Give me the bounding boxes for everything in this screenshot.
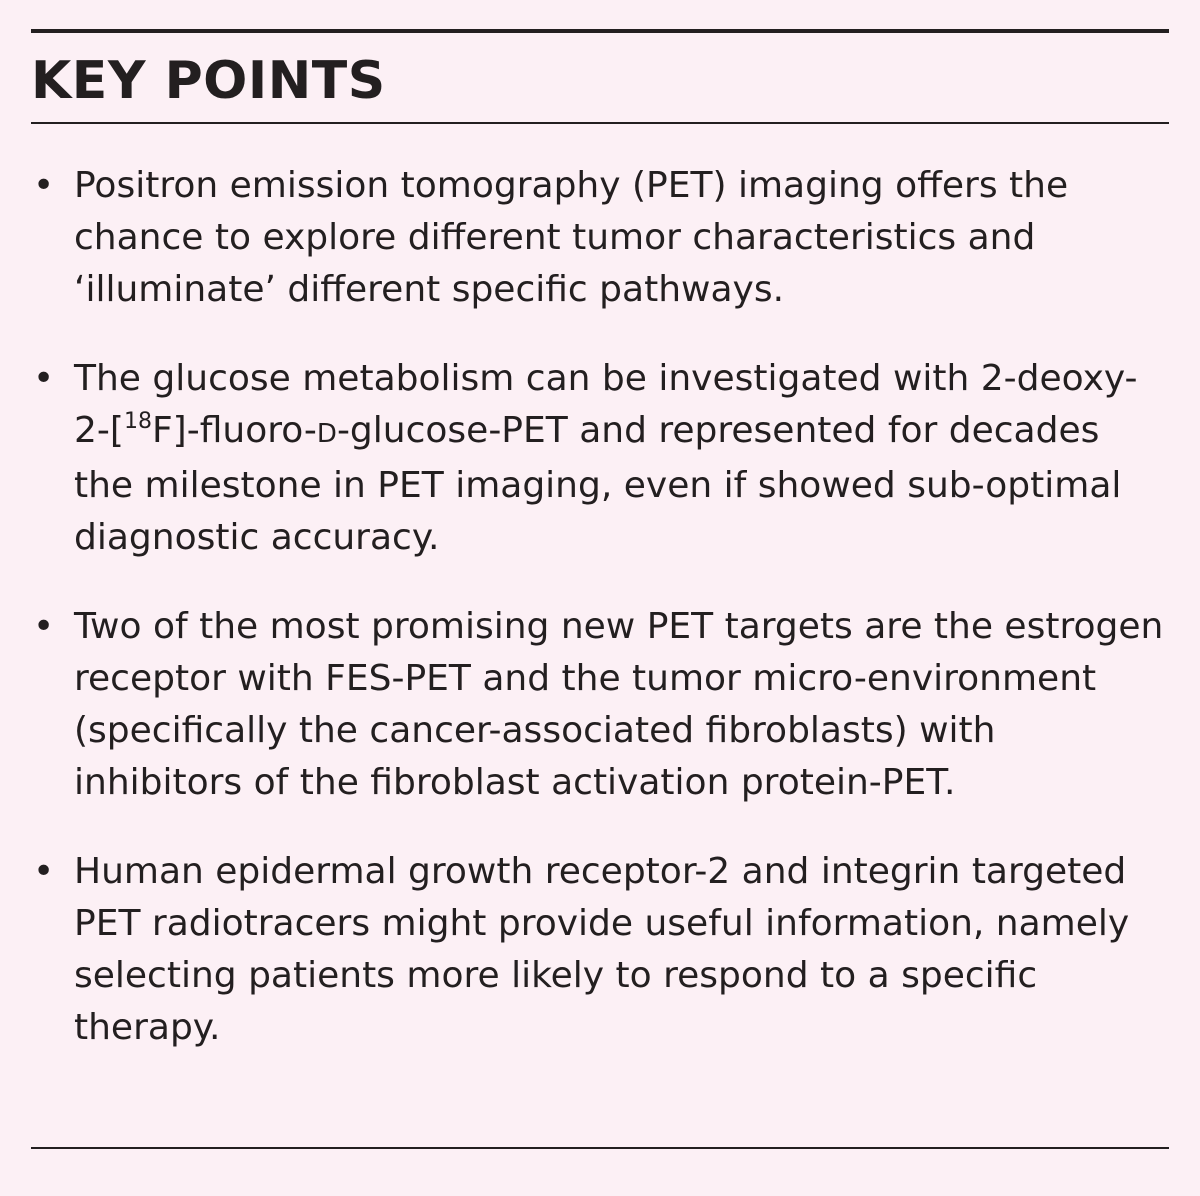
isotope-superscript: 18: [123, 409, 152, 434]
key-point-3-text: Two of the most promising new PET targets are the estrogen receptor with FES-PET and the tumor micro-environment (specifically the cancer-associated fibroblasts) with inhibitors of the fibroblast activation protein-PET.: [74, 606, 1164, 803]
key-point-2-text-start: The glucose metabolism can be investigated with 2-deoxy-2-[: [74, 358, 1138, 451]
key-point-2-text-end: -glucose-PET and represented for decades the milestone in PET imaging, even if showed sub-optimal diagnostic accuracy.: [74, 410, 1122, 558]
key-points-list: [31, 160, 1169, 1091]
key-points-heading: KEY POINTS: [31, 51, 386, 111]
bullet-icon: •: [33, 358, 55, 399]
key-point-3: [31, 601, 1169, 809]
heading-rule: [31, 122, 1169, 124]
key-point-2: [31, 353, 1169, 564]
bullet-icon: •: [33, 165, 55, 206]
key-point-4: [31, 846, 1169, 1054]
key-point-1-text: Positron emission tomography (PET) imaging offers the chance to explore different tumor characteristics and ‘illuminate’ different specific pathways.: [74, 165, 1069, 310]
bullet-icon: •: [33, 851, 55, 892]
key-point-2-text-mid: F]-fluoro-: [151, 410, 317, 451]
top-rule: [31, 29, 1169, 33]
d-smallcaps: D: [316, 419, 337, 449]
bottom-rule: [31, 1147, 1169, 1149]
key-point-1: [31, 160, 1169, 316]
key-point-4-text: Human epidermal growth receptor-2 and integrin targeted PET radiotracers might provide useful information, namely selecting patients more likely to respond to a specific therapy.: [74, 851, 1130, 1048]
bullet-icon: •: [33, 606, 55, 647]
